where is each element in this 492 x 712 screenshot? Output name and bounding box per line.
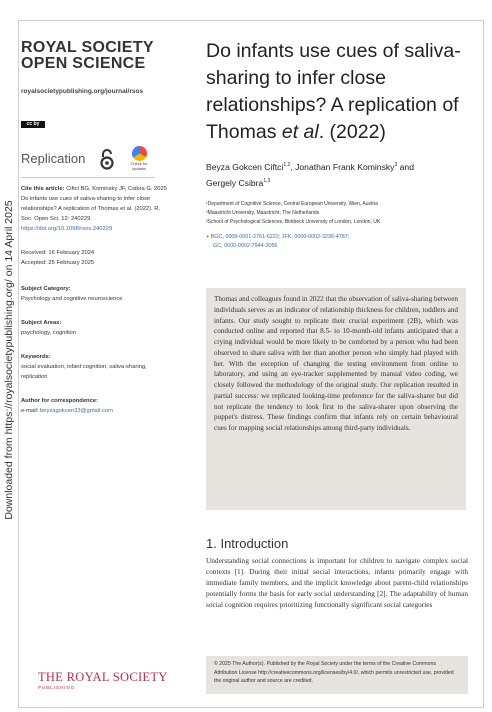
subject-areas	[21, 318, 171, 338]
section-heading: 1. Introduction	[206, 536, 289, 551]
abstract-text: Thomas and colleagues found in 2022 that the observation of saliva-sharing between individuals serves as an indicator of relationship thickness for children, toddlers and infants. Our study sought to replicate their crucial experiment (2B), which was conducted online and reported that 8.5- to 10-month-old infants anticipated that a crying individual would be more likely to be comforted by a person who had been observed to share saliva with her than another person who simply had played with her. With the exception of changing the testing environment from online to laboratory, and using an eye-tracker supplemented by manual video coding, we closely followed the methodology of the original study. Our replication resulted in partial success: we replicated looking-time preference for the saliva-sharer but did not replicate the tendency to look first to the saliva-sharer upon observing the puppet's distress. These findings confirm that infants rely on certain behavioural cues for mapping social relationships among third-party individuals.	[214, 295, 458, 432]
download-text: Downloaded from https://royalsocietypublishing.org/ on 14 April 2025	[3, 200, 15, 520]
correspondence-label: Author for correspondence:	[21, 398, 98, 404]
affiliations	[206, 200, 468, 227]
author-3: Gergely Csibra	[206, 177, 264, 188]
correspondence	[21, 396, 171, 416]
journal-url[interactable]: royalsocietypublishing.org/journal/rsos	[21, 88, 144, 95]
intro-paragraph: Understanding social connections is important for children to navigate complex social contexts [1]. During their initial social interactions, infants primarily engage with immediate family members, and the implicit knowledge about parent-child relationships potentially forms the basis for early social understanding [2]. The adaptability of human social cognition requires prioritizing functionally significant social categories	[206, 556, 468, 609]
open-access-icon	[99, 148, 115, 170]
citation-block	[21, 184, 171, 234]
abstract-box	[206, 288, 466, 510]
title-main: Do infants use cues of saliva-sharing to infer close relationships? A replication of Thomas	[206, 40, 461, 143]
publisher-sub: PUBLISHING	[38, 685, 76, 690]
correspondence-email[interactable]: beyzagokcen33@gmail.com	[40, 408, 113, 414]
doi-link[interactable]: https://doi.org/10.1098/rsos.240229	[21, 226, 113, 232]
title-end: . (2022)	[318, 121, 386, 143]
keywords	[21, 352, 171, 382]
title-etal: et al	[281, 121, 319, 143]
orcid-icon: ●	[206, 233, 211, 240]
check-updates-icon	[132, 146, 147, 161]
author-2: , Jonathan Frank Kominsky	[290, 161, 395, 172]
keywords-label: Keywords:	[21, 354, 51, 360]
author-1: Beyza Gokcen Ciftci	[206, 161, 284, 172]
check-for-updates-badge[interactable]	[127, 146, 151, 171]
publisher-logo	[38, 670, 168, 690]
license-text: © 2025 The Author(s). Published by the Royal Society under the terms of the Creative Commons Attribution License http://creativecommons.org/licenses/by/4.0/, which permits unrestricted use, provided the original author and source are credited.	[214, 661, 454, 684]
divider	[21, 177, 155, 178]
affiliation: ²Maastricht University, Maastricht, The Netherlands	[206, 209, 320, 216]
orcid-block	[206, 233, 468, 251]
journal-logo	[21, 40, 171, 72]
received-date: Received: 16 February 2024	[21, 250, 95, 256]
license-footer	[206, 656, 468, 694]
journal-name-line2: OPEN SCIENCE	[21, 55, 146, 72]
subject-areas-value: psychology, cognition	[21, 330, 76, 336]
subject-areas-label: Subject Areas:	[21, 320, 62, 326]
download-notice	[0, 0, 18, 712]
check-updates-label: Check for updates	[130, 161, 148, 171]
publisher-name: THE ROYAL SOCIETY	[38, 670, 168, 684]
dates-block	[21, 248, 171, 268]
article-type-row	[21, 146, 171, 171]
affiliation: ¹Department of Cognitive Science, Central European University, Wien, Austria	[206, 200, 378, 207]
email-prefix: e-mail:	[21, 408, 41, 414]
subject-category	[21, 284, 171, 304]
article-header	[206, 38, 468, 251]
journal-name-line1: ROYAL SOCIETY	[21, 39, 154, 56]
subject-category-value: Psychology and cognitive neuroscience	[21, 296, 123, 302]
cc-license-badge[interactable]: cc by	[21, 121, 45, 128]
article-title	[206, 38, 468, 146]
orcid-line-2[interactable]: GC, 0000-0002-7944-3056	[213, 242, 278, 249]
cite-label: Cite this article:	[21, 186, 65, 192]
subject-category-label: Subject Category:	[21, 286, 71, 292]
author-list: Beyza Gokcen Ciftci$^{1,2}$, Jonathan Frank Kominsky$^3$ and Gergely Csibra$^{1,3}$	[206, 161, 414, 188]
affiliation: ³School of Psychological Sciences, Birkbeck University of London, London, UK	[206, 218, 381, 225]
cite-text: Ciftci BG, Kominsky JF, Csibra G. 2025 Do infants use cues of saliva-sharing to infer close relationships? A replication of Thomas et al. (2022). R. Soc. Open Sci. 12: 240229.	[21, 186, 167, 222]
orcid-line-1[interactable]: BGC, 0009-0001-2761-6222; JFK, 0000-0002-3236-4787;	[210, 233, 350, 240]
left-sidebar	[21, 22, 171, 416]
accepted-date: Accepted: 25 February 2025	[21, 260, 95, 266]
keywords-value: social evaluation, infant cognition, saliva-sharing, replication	[21, 364, 147, 380]
article-type: Replication	[21, 151, 86, 166]
